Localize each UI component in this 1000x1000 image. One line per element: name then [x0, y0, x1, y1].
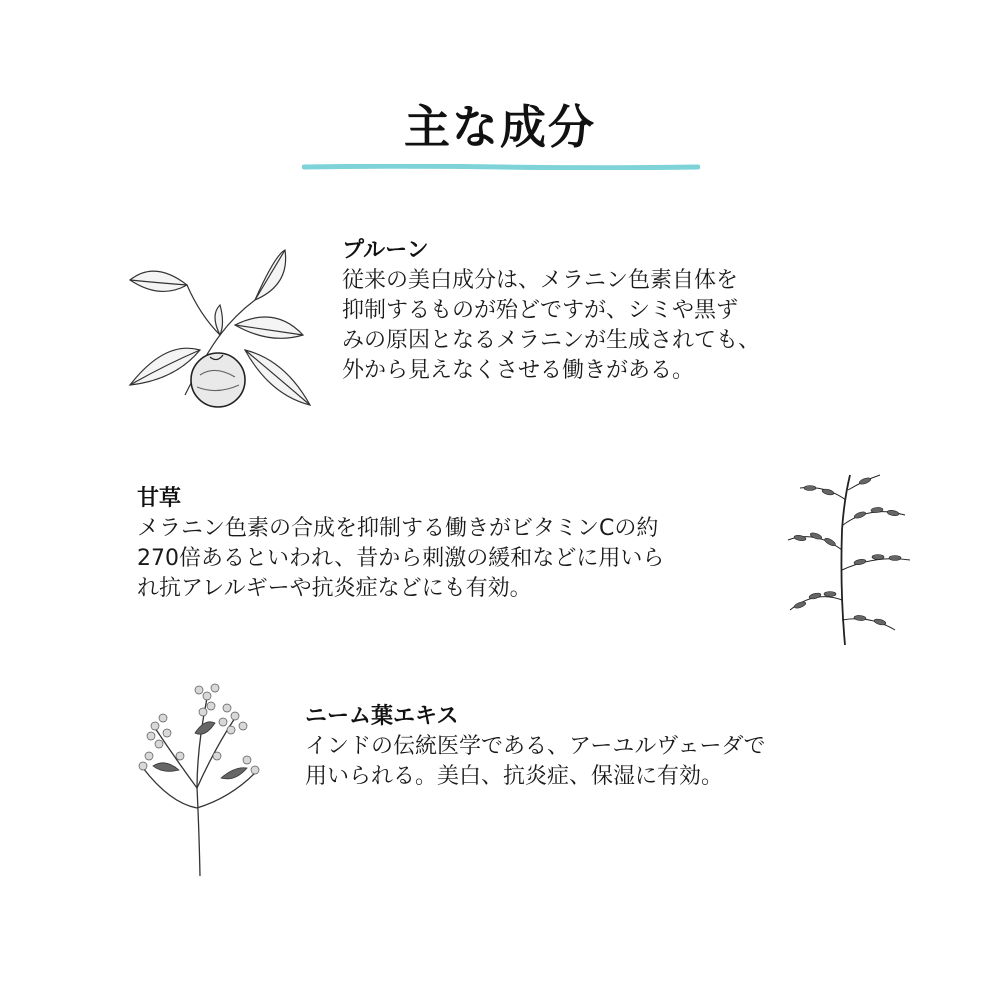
ingredient-prune	[342, 236, 862, 386]
ingredient-description: 従来の美白成分は、メラニン色素自体を 抑制するものが殆どですが、シミや黒ず みの原因となるメラニンが生成されても、 外から見えなくさせる働きがある。	[342, 268, 761, 383]
page-title: 主な成分	[404, 100, 596, 154]
prune-branch-illustration	[125, 245, 315, 415]
neem-flower-illustration	[135, 678, 265, 878]
ingredient-description: インドの伝統医学である、アーユルヴェーダで 用いられる。美白、抗炎症、保湿に有効。	[305, 734, 766, 789]
ingredient-name: プルーン	[342, 238, 429, 263]
licorice-plant-illustration	[780, 470, 920, 650]
ingredient-description: メラニン色素の合成を抑制する働きがビタミンCの約 270倍あるといわれ、昔から刺激の緩和などに用いら れ抗アレルギーや抗炎症などにも有効。	[137, 516, 665, 601]
title-underline	[302, 164, 700, 170]
ingredient-name: ニーム葉エキス	[305, 704, 459, 729]
ingredient-name: 甘草	[137, 486, 182, 511]
ingredient-neem	[305, 702, 885, 792]
ingredient-licorice	[137, 484, 767, 604]
